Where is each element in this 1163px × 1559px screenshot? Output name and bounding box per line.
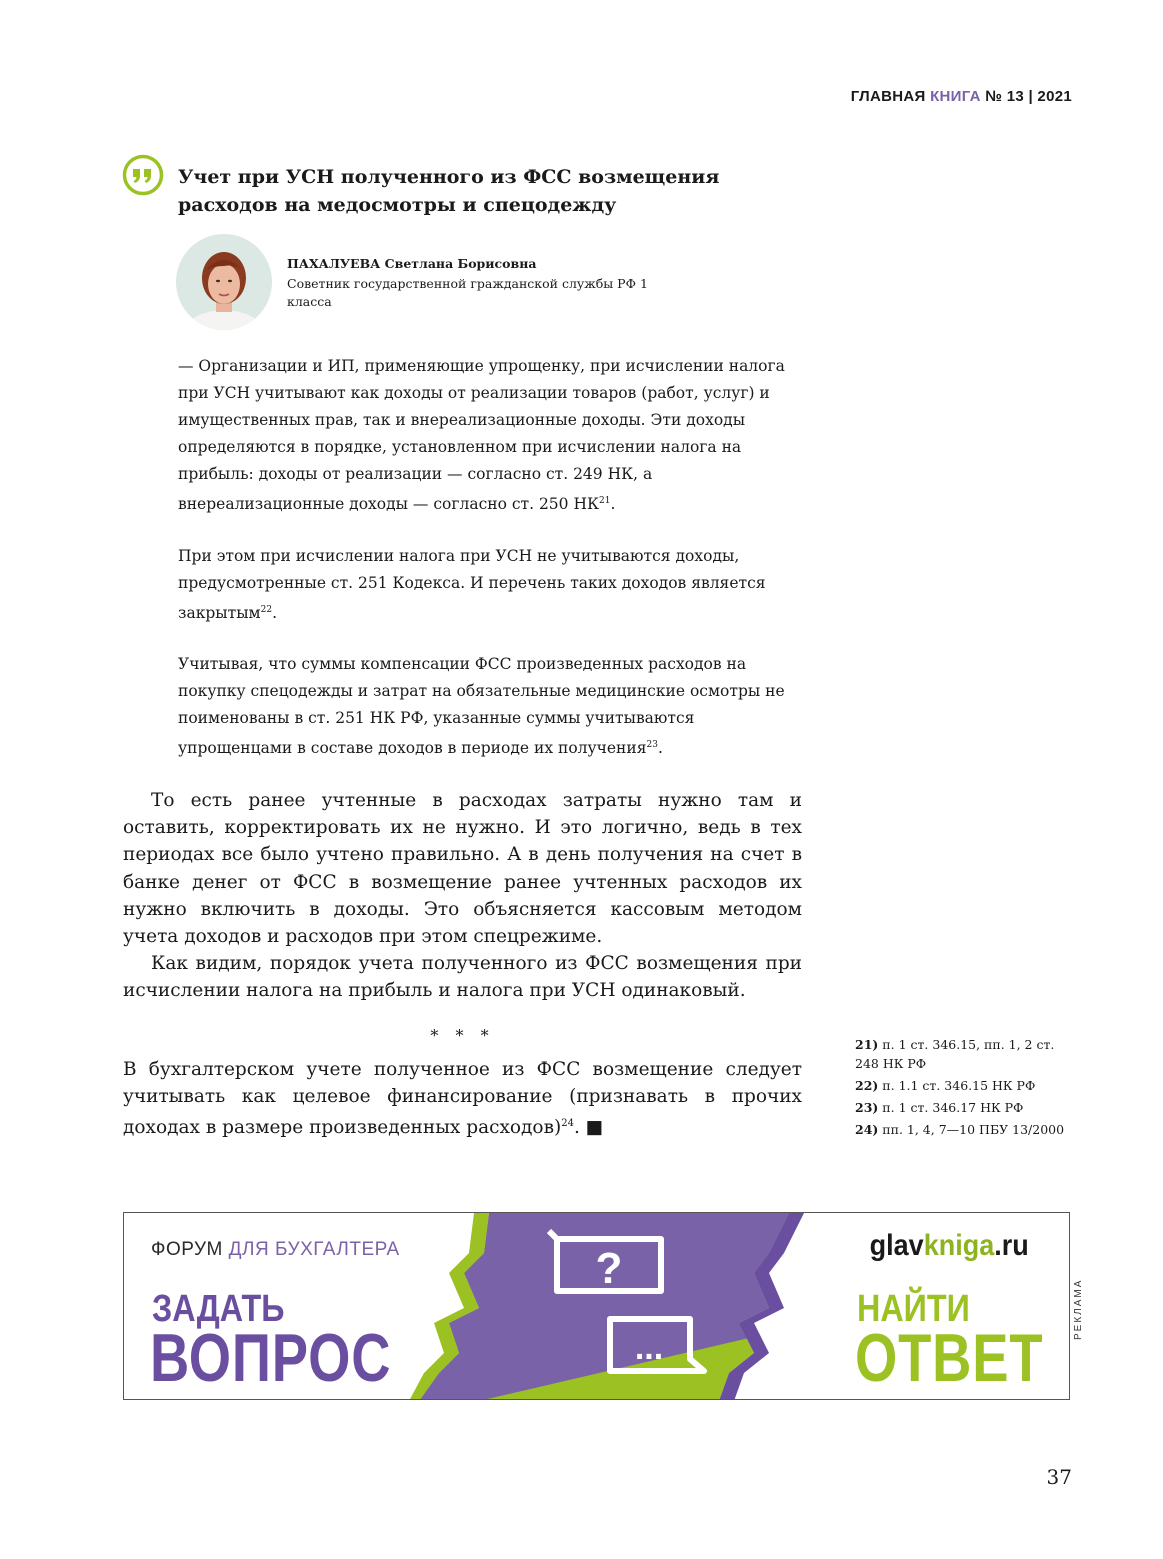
body-paragraph-3 — [123, 1056, 802, 1142]
brand-main: ГЛАВНАЯ — [850, 88, 926, 105]
site-part-3: .ru — [994, 1229, 1029, 1262]
footnote — [855, 1098, 1075, 1117]
find-line-1: НАЙТИ — [857, 1288, 970, 1330]
body-p3-text: В бухгалтерском учете полученное из ФСС возмещение следует учитывать как целевое финансирование (признавать в прочих доходах в размере произведенных расходов) — [123, 1059, 802, 1139]
footnote-number: 21) — [855, 1037, 879, 1052]
quote-paragraph-2 — [178, 543, 808, 627]
author-photo — [176, 234, 272, 330]
brand-accent: КНИГА — [930, 88, 981, 105]
ask-line-1: ЗАДАТЬ — [152, 1288, 285, 1330]
quote-icon — [122, 154, 164, 196]
quote-p1-end: . — [610, 495, 616, 514]
ask-line-2: ВОПРОС — [150, 1320, 392, 1396]
body-paragraph-1: То есть ранее учтенные в расходах затраты нужно там и оставить, корректировать их не нужно. И это логично, ведь в тех периодах все было учтено правильно. А в день получения на счет в банке денег от ФСС в возмещение ранее учтенных расходов их нужно включить в доходы. Это объясняется кассовым методом учета доходов и расходов при этом спецрежиме. — [123, 790, 802, 948]
forum-ad-banner[interactable] — [123, 1212, 1070, 1400]
running-header — [851, 88, 1072, 105]
site-link[interactable] — [870, 1229, 1029, 1263]
find-line-2: ОТВЕТ — [855, 1320, 1044, 1396]
body-p3-end: . ■ — [573, 1117, 604, 1139]
chat-bubbles-graphic — [409, 1213, 859, 1400]
footnote-ref-23: 23 — [646, 740, 658, 750]
quote-paragraph-3 — [178, 651, 808, 762]
quote-p2-text: При этом при исчислении налога при УСН не учитываются доходы, предусмотренные ст. 251 Кодекса. И перечень таких доходов является закрытым — [178, 547, 766, 623]
page-number: 37 — [1046, 1465, 1072, 1489]
footnote-text: п. 1 ст. 346.15, пп. 1, 2 ст. 248 НК РФ — [855, 1037, 1055, 1071]
site-part-1: glav — [869, 1229, 924, 1262]
body-section — [123, 787, 802, 1005]
quote-p3-text: Учитывая, что суммы компенсации ФСС произведенных расходов на покупку спецодежды и затрат на обязательные медицинские осмотры не поименованы в ст. 251 НК РФ, указанные суммы учитываются упрощенцами в составе доходов в периоде их получения — [178, 655, 785, 758]
body-section-2 — [123, 1056, 802, 1142]
author-name: ПАХАЛУЕВА Светлана Борисовна — [287, 256, 537, 271]
footnote-ref-24: 24 — [561, 1118, 574, 1130]
quote-p2-end: . — [272, 604, 277, 623]
footnote — [855, 1076, 1075, 1095]
footnote-text: п. 1 ст. 346.17 НК РФ — [882, 1100, 1024, 1115]
issue-number: № 13 | 2021 — [985, 88, 1072, 105]
footnote — [855, 1035, 1075, 1073]
quote-p1-text: — Организации и ИП, применяющие упрощенку, при исчислении налога при УСН учитывают как доходы от реализации товаров (работ, услуг) и имущественных прав, так и внереализационные доходы. Эти доходы определяются в порядке, установленном при исчислении налога на прибыль: доходы от реализации — согласно ст. 249 НК, а внереализационные доходы — согласно ст. 250 НК — [178, 357, 785, 514]
question-mark: ? — [595, 1244, 623, 1293]
footnote-ref-22: 22 — [260, 605, 273, 615]
quote-paragraph-1 — [178, 353, 808, 518]
author-role: Советник государственной гражданской службы РФ 1 класса — [287, 276, 648, 309]
ad-label: РЕКЛАМА — [1073, 1278, 1084, 1340]
section-separator: * * * — [430, 1026, 495, 1045]
footnote-number: 24) — [855, 1122, 879, 1137]
footnote-number: 23) — [855, 1100, 879, 1115]
ellipsis: ... — [634, 1329, 664, 1367]
article-title: Учет при УСН полученного из ФСС возмещения расходов на медосмотры и спецодежду — [178, 166, 720, 216]
body-paragraph-2: Как видим, порядок учета полученного из ФСС возмещения при исчислении налога на прибыль и налога при УСН одинаковый. — [123, 953, 802, 1002]
site-part-2: kniga — [923, 1229, 995, 1262]
forum-label-accent: ДЛЯ БУХГАЛТЕРА — [228, 1239, 400, 1260]
footnote-text: п. 1.1 ст. 346.15 НК РФ — [882, 1078, 1036, 1093]
forum-label-main: ФОРУМ — [151, 1239, 223, 1260]
footnote-number: 22) — [855, 1078, 879, 1093]
footnote-ref-21: 21 — [598, 496, 611, 506]
footnote-text: пп. 1, 4, 7—10 ПБУ 13/2000 — [882, 1122, 1065, 1137]
footnotes — [855, 1035, 1075, 1142]
quote-p3-end: . — [657, 739, 663, 758]
forum-label — [151, 1239, 400, 1261]
footnote — [855, 1120, 1075, 1139]
